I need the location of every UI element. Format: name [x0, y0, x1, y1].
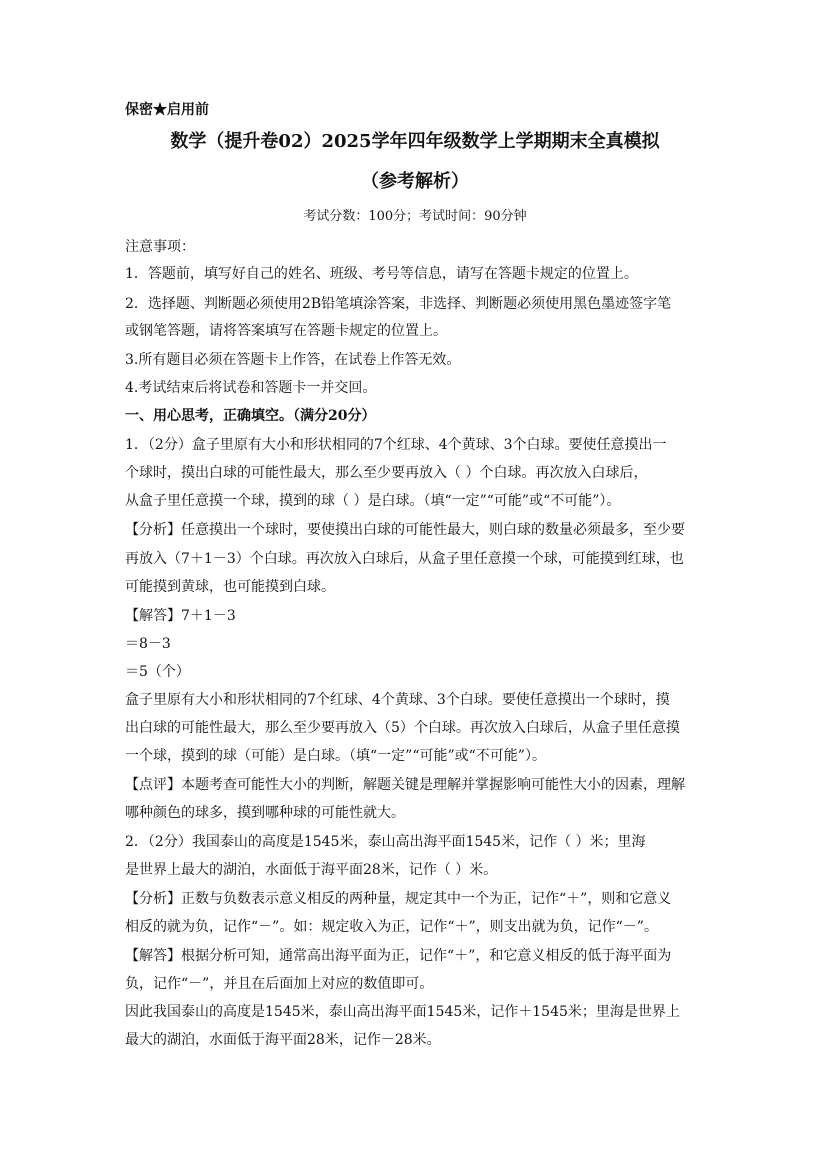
- question-line: 是世界上最大的湖泊，水面低于海平面28米，记作（ ）米。: [125, 862, 498, 878]
- notice-heading: 注意事项：: [125, 239, 195, 255]
- section-heading: 一、用心思考，正确填空。（满分20分）: [125, 408, 376, 424]
- notice-item: 2．选择题、判断题必须使用2B铅笔填涂答案，非选择、判断题必须使用黑色墨迹签字笔: [125, 296, 672, 312]
- notice-item: 1．答题前，填写好自己的姓名、班级、考号等信息，请写在答题卡规定的位置上。: [125, 266, 638, 282]
- answer-line: ＝5（个）: [125, 664, 190, 680]
- answer-line: 【解答】根据分析可知，通常高出海平面为正，记作“＋”，和它意义相反的低于海平面为: [125, 948, 672, 964]
- answer-line: 【解答】7＋1－3: [125, 608, 236, 624]
- question-line: 2．（2分）我国泰山的高度是1545米，泰山高出海平面1545米，记作（ ）米；里海: [125, 834, 646, 850]
- answer-line: 一个球，摸到的球（可能）是白球。（填“一定”“可能”或“不可能”）。: [125, 748, 546, 764]
- analysis-line: 【分析】正数与负数表示意义相反的两种量，规定其中一个为正，记作“＋”，则和它意义: [125, 891, 672, 907]
- answer-line: 出白球的可能性最大，那么至少要再放入（5）个白球。再次放入白球后，从盒子里任意摸: [125, 720, 680, 736]
- notice-item: 4.考试结束后将试卷和答题卡一并交回。: [125, 380, 377, 396]
- analysis-line: 【分析】任意摸出一个球时，要使摸出白球的可能性最大，则白球的数量必须最多，至少要: [125, 522, 685, 538]
- comment-line: 【点评】本题考查可能性大小的判断，解题关键是理解并掌握影响可能性大小的因素，理解: [125, 777, 685, 793]
- analysis-line: 相反的就为负，记作“－”。如：规定收入为正，记作“＋”，则支出就为负，记作“－”。: [125, 919, 658, 935]
- question-line: 个球时，摸出白球的可能性最大，那么至少要再放入（ ）个白球。再次放入白球后，: [125, 465, 648, 481]
- document-title: 数学（提升卷02）2025学年四年级数学上学期期末全真模拟: [170, 131, 660, 152]
- answer-line: 负，记作“－”，并且在后面加上对应的数值即可。: [125, 976, 434, 992]
- answer-line: 因此我国泰山的高度是1545米，泰山高出海平面1545米，记作＋1545米；里海是世界上: [125, 1004, 680, 1020]
- notice-item: 3.所有题目必须在答题卡上作答，在试卷上作答无效。: [125, 352, 461, 368]
- answer-line: 最大的湖泊，水面低于海平面28米，记作－28米。: [125, 1032, 441, 1048]
- analysis-line: 可能摸到黄球，也可能摸到白球。: [125, 579, 335, 595]
- answer-line: ＝8－3: [125, 636, 171, 652]
- document-subtitle: （参考解析）: [361, 171, 469, 192]
- comment-line: 哪种颜色的球多，摸到哪种球的可能性就大。: [125, 805, 405, 821]
- exam-info: 考试分数：100分；考试时间：90分钟: [303, 209, 527, 224]
- question-line: 从盒子里任意摸一个球，摸到的球（ ）是白球。（填“一定”“可能”或“不可能”）。: [125, 493, 621, 509]
- analysis-line: 再放入（7＋1－3）个白球。再次放入白球后，从盒子里任意摸一个球，可能摸到红球，也: [125, 551, 684, 567]
- notice-item: 或钢笔答题，请将答案填写在答题卡规定的位置上。: [125, 323, 447, 339]
- confidential-label: 保密★启用前: [125, 102, 209, 118]
- question-line: 1．（2分）盒子里原有大小和形状相同的7个红球、4个黄球、3个白球。要使任意摸出一: [125, 437, 667, 453]
- answer-line: 盒子里原有大小和形状相同的7个红球、4个黄球、3个白球。要使任意摸出一个球时，摸: [125, 692, 670, 708]
